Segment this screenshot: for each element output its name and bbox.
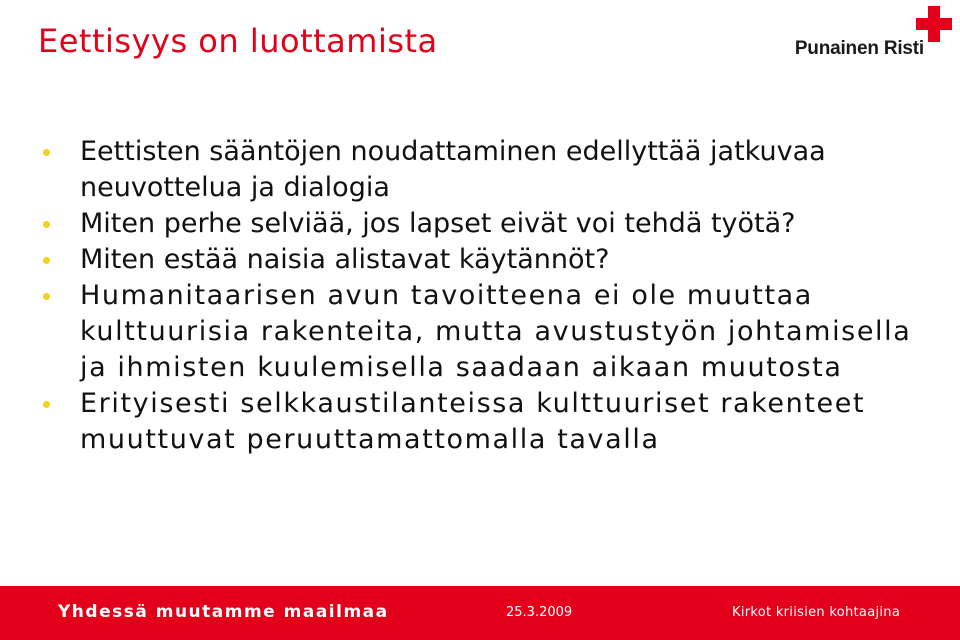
bullet-item: [40, 278, 940, 386]
footer-slogan: Yhdessä muutamme maailmaa: [58, 602, 389, 622]
logo-text: Punainen Risti: [794, 38, 924, 59]
bullet-text: Eettisten sääntöjen noudattaminen edellyttää jatkuvaa neuvottelua ja dialogia: [80, 136, 826, 203]
slide-title: Eettisyys on luottamista: [38, 22, 438, 60]
bullet-dot-icon: [43, 293, 50, 300]
bullet-item: [40, 206, 940, 242]
bullet-item: [40, 134, 940, 206]
footer-date: 25.3.2009: [506, 605, 573, 620]
bullet-item: [40, 242, 940, 278]
red-cross-logo: [754, 4, 954, 66]
bullet-dot-icon: [43, 257, 50, 264]
bullet-dot-icon: [43, 149, 50, 156]
bullet-list: [40, 134, 940, 458]
bullet-dot-icon: [43, 221, 50, 228]
bullet-text: Miten perhe selviää, jos lapset eivät voi tehdä työtä?: [80, 208, 796, 239]
footer-presentation-title: Kirkot kriisien kohtaajina: [732, 605, 901, 620]
bullet-text: Miten estää naisia alistavat käytännöt?: [80, 244, 610, 275]
bullet-dot-icon: [43, 401, 50, 408]
bullet-text: Humanitaarisen avun tavoitteena ei ole muuttaa kulttuurisia rakenteita, mutta avustustyön johtamisella ja ihmisten kuulemisella saadaan aikaan muutosta: [80, 280, 912, 383]
footer-bar: [0, 586, 960, 640]
bullet-text: Erityisesti selkkaustilanteissa kulttuuriset rakenteet muuttuvat peruuttamattomalla tavalla: [80, 388, 866, 455]
bullet-item: [40, 386, 940, 458]
